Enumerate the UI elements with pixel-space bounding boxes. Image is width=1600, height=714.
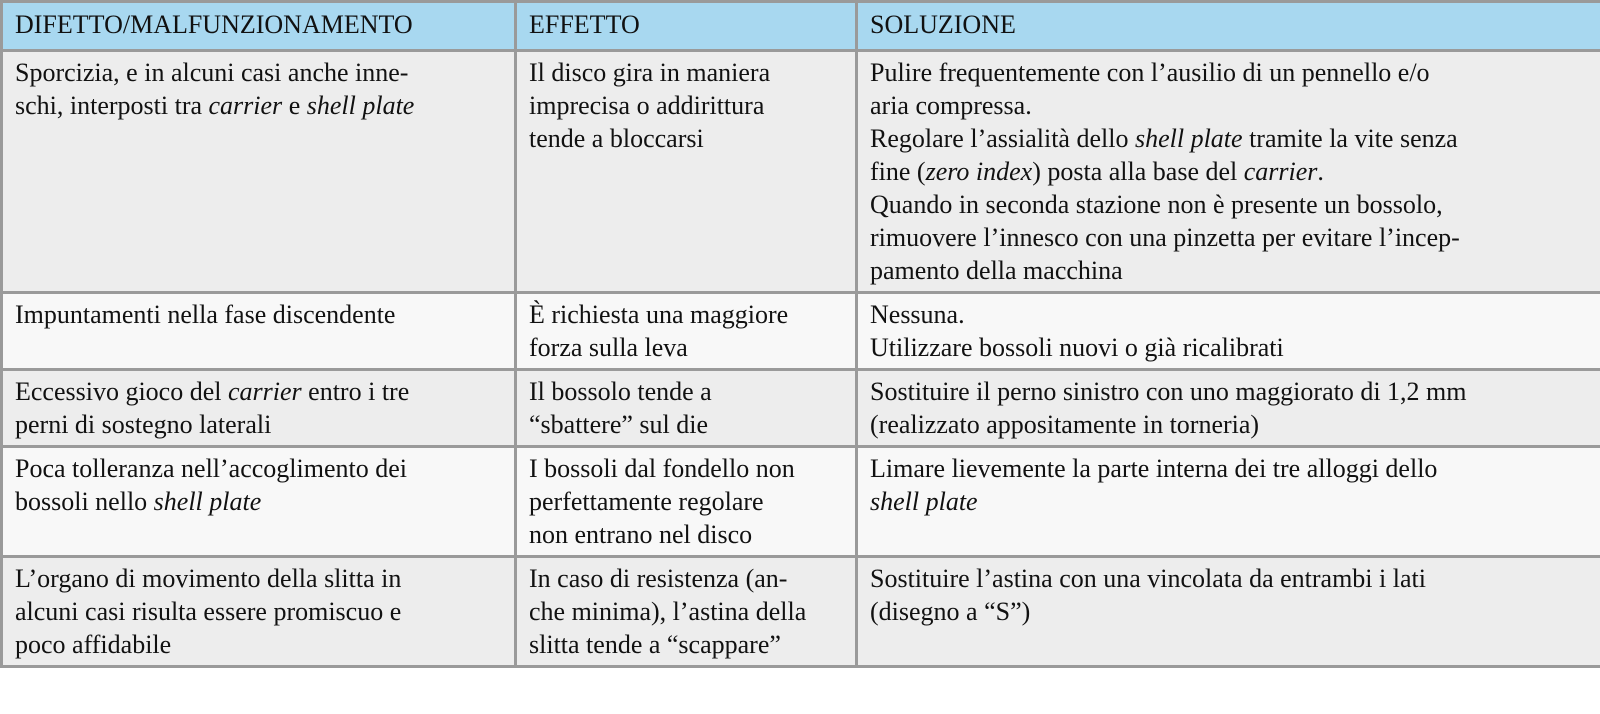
cell-text-line <box>870 562 1588 595</box>
cell-solution <box>857 293 1600 370</box>
text-run: ) posta alla base del <box>1032 157 1244 186</box>
cell-defect <box>2 293 516 370</box>
italic-term: carrier <box>228 377 302 406</box>
cell-text-line <box>15 375 502 408</box>
cell-text-line <box>529 628 843 661</box>
cell-text-line <box>870 221 1588 254</box>
text-run: fine ( <box>870 157 926 186</box>
cell-text-line <box>529 298 843 331</box>
cell-text-line <box>529 56 843 89</box>
cell-defect <box>2 557 516 667</box>
cell-text-line <box>15 408 502 441</box>
cell-text-line <box>15 452 502 485</box>
text-run: e <box>282 91 307 120</box>
text-run: perfettamente regolare <box>529 487 764 516</box>
text-run: forza sulla leva <box>529 333 688 362</box>
text-run: Sporcizia, e in alcuni casi anche inne- <box>15 58 409 87</box>
text-run: alcuni casi risulta essere promiscuo e <box>15 597 402 626</box>
text-run: Impuntamenti nella fase discendente <box>15 300 396 329</box>
text-run: imprecisa o addirittura <box>529 91 765 120</box>
text-run: Quando in seconda stazione non è presente un bossolo, <box>870 190 1443 219</box>
header-effect: EFFETTO <box>516 2 857 51</box>
cell-solution <box>857 51 1600 293</box>
text-run: Limare lievemente la parte interna dei tre alloggi dello <box>870 454 1438 483</box>
cell-text-line <box>870 485 1588 518</box>
text-run: tende a bloccarsi <box>529 124 704 153</box>
text-run: Sostituire il perno sinistro con uno maggiorato di 1,2 mm <box>870 377 1467 406</box>
text-run: perni di sostegno laterali <box>15 410 272 439</box>
cell-text-line <box>529 375 843 408</box>
text-run: tramite la vite senza <box>1242 124 1458 153</box>
text-run: pamento della macchina <box>870 256 1123 285</box>
text-run: poco affidabile <box>15 630 172 659</box>
table-row <box>2 293 1600 370</box>
cell-effect <box>516 447 857 557</box>
cell-text-line <box>529 518 843 551</box>
cell-text-line <box>870 56 1588 89</box>
cell-text-line <box>529 408 843 441</box>
header-solution: SOLUZIONE <box>857 2 1600 51</box>
cell-text-line <box>15 485 502 518</box>
cell-text-line <box>870 452 1588 485</box>
cell-text-line <box>15 298 502 331</box>
text-run: I bossoli dal fondello non <box>529 454 795 483</box>
cell-text-line <box>870 89 1588 122</box>
text-run: Pulire frequentemente con l’ausilio di un pennello e/o <box>870 58 1430 87</box>
cell-text-line <box>870 155 1588 188</box>
cell-text-line <box>870 375 1588 408</box>
italic-term: carrier <box>208 91 283 120</box>
text-run: L’organo di movimento della slitta in <box>15 564 402 593</box>
header-defect: DIFETTO/MALFUNZIONAMENTO <box>2 2 516 51</box>
text-run: non entrano nel disco <box>529 520 753 549</box>
text-run: che minima), l’astina della <box>529 597 807 626</box>
cell-defect <box>2 447 516 557</box>
text-run: “sbattere” sul die <box>529 410 709 439</box>
cell-text-line <box>870 298 1588 331</box>
italic-term: shell plate <box>870 487 978 516</box>
cell-effect <box>516 557 857 667</box>
text-run: Sostituire l’astina con una vincolata da entrambi i lati <box>870 564 1426 593</box>
cell-text-line <box>15 89 502 122</box>
cell-text-line <box>15 56 502 89</box>
cell-text-line <box>529 595 843 628</box>
text-run: Poca tolleranza nell’accoglimento dei <box>15 454 407 483</box>
text-run: (disegno a “S”) <box>870 597 1031 626</box>
italic-term: shell plate <box>1134 124 1243 153</box>
cell-defect <box>2 370 516 447</box>
italic-term: shell plate <box>153 487 262 516</box>
cell-text-line <box>870 254 1588 287</box>
cell-text-line <box>870 331 1588 364</box>
cell-text-line <box>15 562 502 595</box>
cell-effect <box>516 51 857 293</box>
text-run: Il disco gira in maniera <box>529 58 771 87</box>
italic-term: zero index <box>925 157 1033 186</box>
cell-text-line <box>529 485 843 518</box>
text-run: aria compressa. <box>870 91 1032 120</box>
cell-solution <box>857 370 1600 447</box>
cell-text-line <box>15 595 502 628</box>
cell-text-line <box>529 331 843 364</box>
table-row <box>2 447 1600 557</box>
cell-text-line <box>529 562 843 595</box>
cell-text-line <box>870 122 1588 155</box>
cell-text-line <box>529 122 843 155</box>
text-run: rimuovere l’innesco con una pinzetta per evitare l’incep- <box>870 223 1460 252</box>
cell-text-line <box>870 188 1588 221</box>
cell-text-line <box>529 452 843 485</box>
text-run: schi, interposti tra <box>15 91 209 120</box>
text-run: Il bossolo tende a <box>529 377 712 406</box>
table-row <box>2 557 1600 667</box>
text-run: slitta tende a “scappare” <box>529 630 781 659</box>
table-row <box>2 370 1600 447</box>
text-run: (realizzato appositamente in torneria) <box>870 410 1260 439</box>
text-run: bossoli nello <box>15 487 154 516</box>
text-run: . <box>1317 157 1324 186</box>
cell-effect <box>516 370 857 447</box>
cell-text-line <box>870 595 1588 628</box>
text-run: Regolare l’assialità dello <box>870 124 1135 153</box>
cell-text-line <box>870 408 1588 441</box>
text-run: entro i tre <box>301 377 410 406</box>
text-run: È richiesta una maggiore <box>529 300 789 329</box>
text-run: Eccessivo gioco del <box>15 377 228 406</box>
text-run: Nessuna. <box>870 300 965 329</box>
cell-text-line <box>15 628 502 661</box>
italic-term: shell plate <box>306 91 415 120</box>
table-row <box>2 51 1600 293</box>
cell-solution <box>857 557 1600 667</box>
cell-text-line <box>529 89 843 122</box>
table-header-row <box>2 2 1600 51</box>
cell-effect <box>516 293 857 370</box>
text-run: In caso di resistenza (an- <box>529 564 788 593</box>
cell-defect <box>2 51 516 293</box>
text-run: Utilizzare bossoli nuovi o già ricalibrati <box>870 333 1284 362</box>
cell-solution <box>857 447 1600 557</box>
italic-term: carrier <box>1243 157 1318 186</box>
